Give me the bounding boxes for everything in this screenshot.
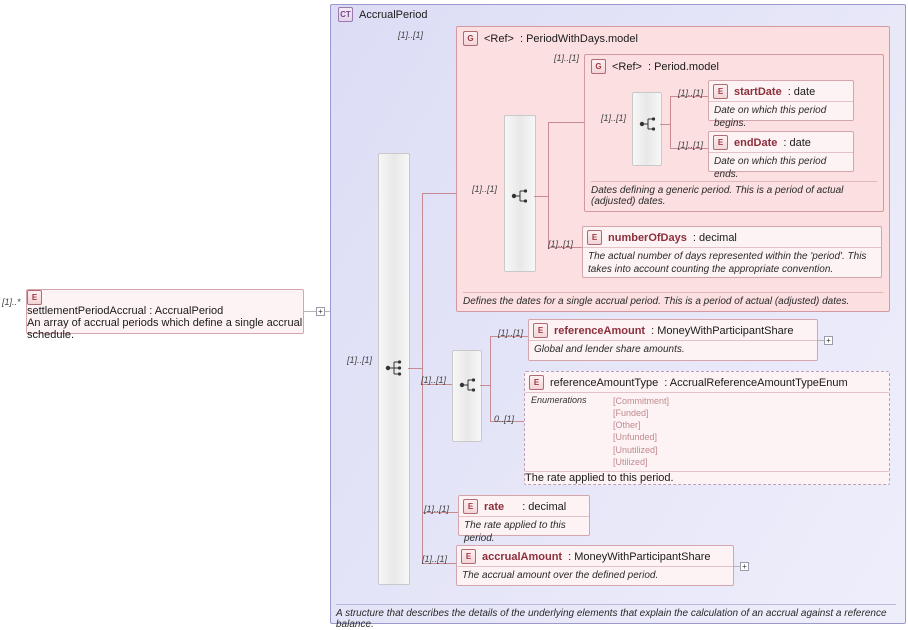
group-branch-stem (534, 196, 548, 197)
enumerations-label: Enumerations (531, 395, 587, 405)
rate-name: rate (484, 500, 505, 513)
group-periodwithdays-ref: <Ref> (484, 32, 514, 45)
referenceamounttype-doc: The rate applied to this period. (525, 471, 674, 484)
accrualamount-doc: The accrual amount over the defined period. (462, 570, 659, 581)
inner-branch-stem (480, 385, 490, 386)
root-element-doc: An array of accrual periods which define a single accrual schedule. (27, 317, 303, 341)
rate-doc: The rate applied to this period. (464, 520, 566, 544)
element-numberofdays[interactable] (582, 226, 882, 278)
rate-type: : decimal (522, 500, 567, 513)
group-periodwithdays-occurrence: [1]..[1] (398, 30, 424, 40)
root-occurrence: [1]..* (2, 297, 21, 307)
rate-occurrence: [1]..[1] (424, 504, 450, 514)
group-periodwithdays-title: : PeriodWithDays.model (519, 32, 638, 45)
container-header (338, 7, 427, 22)
startdate-occurrence: [1]..[1] (678, 88, 704, 98)
referenceamount-doc: Global and lender share amounts. (534, 344, 685, 355)
root-expander[interactable]: + (316, 307, 325, 316)
rate-header (459, 496, 589, 516)
referenceamount-header (529, 320, 817, 340)
element-icon: E (533, 323, 548, 338)
element-rate[interactable] (458, 495, 590, 544)
numberofdays-doc: The actual number of days represented within the 'period'. This takes into account counting the appropriate convention. (588, 251, 867, 275)
element-icon: E (27, 290, 42, 305)
element-icon: E (713, 135, 728, 150)
accrualamount-expander[interactable]: + (740, 562, 749, 571)
startdate-name: startDate (734, 85, 782, 98)
group-period-occurrence: [1]..[1] (554, 53, 580, 63)
root-element-type: : AccrualPeriod (149, 305, 224, 317)
element-accrualamount[interactable] (456, 545, 734, 586)
element-referenceamount[interactable] (528, 319, 818, 361)
element-icon: E (713, 84, 728, 99)
enum-value: [Unutilized] (613, 444, 658, 455)
enum-value: [Funded] (613, 408, 649, 419)
startdate-type: : date (787, 85, 816, 98)
main-branch-stem (408, 368, 422, 369)
referenceamount-expander[interactable]: + (824, 336, 833, 345)
referenceamounttype-name: referenceAmountType (550, 376, 659, 389)
numberofdays-type: : decimal (692, 231, 737, 244)
group-sequence-node-icon (510, 186, 532, 206)
root-element-settlementPeriodAccrual[interactable] (26, 289, 304, 341)
element-icon: E (529, 375, 544, 390)
group-periodwithdays-doc: Defines the dates for a single accrual period. This is a period of actual (adjusted) dates. (463, 292, 883, 307)
enddate-occurrence: [1]..[1] (678, 140, 704, 150)
root-element-header (27, 290, 303, 317)
branch-to-group (422, 193, 458, 194)
referenceamounttype-enumerations (525, 393, 889, 468)
inner-sequence-bar (452, 350, 482, 442)
period-sequence-node-icon (638, 114, 660, 134)
period-branch-stem (660, 124, 670, 125)
main-sequence-occurrence: [1]..[1] (347, 355, 373, 365)
period-branch-spine (670, 96, 671, 148)
startdate-header (709, 81, 853, 101)
enddate-header (709, 132, 853, 152)
startdate-doc: Date on which this period begins. (714, 105, 827, 129)
group-icon: G (591, 59, 606, 74)
element-icon: E (461, 549, 476, 564)
accrualamount-header (457, 546, 733, 566)
container-title: AccrualPeriod (359, 8, 428, 21)
accrualamount-type: : MoneyWithParticipantShare (568, 550, 711, 563)
referenceamount-name: referenceAmount (554, 324, 646, 337)
enumerations-values (613, 395, 669, 468)
root-element-name: settlementPeriodAccrual (27, 305, 147, 317)
element-startdate[interactable] (708, 80, 854, 129)
group-sequence-occurrence: [1]..[1] (472, 184, 498, 194)
accrualamount-occurrence: [1]..[1] (422, 554, 448, 564)
enddate-name: endDate (734, 136, 778, 149)
enum-value: [Other] (613, 420, 641, 431)
group-periodwithdays-header (457, 27, 889, 50)
period-sequence-occurrence: [1]..[1] (601, 113, 627, 123)
referenceamounttype-type: : AccrualReferenceAmountTypeEnum (664, 376, 848, 389)
element-referenceamounttype[interactable] (524, 371, 890, 485)
referenceamount-type: : MoneyWithParticipantShare (651, 324, 794, 337)
group-icon: G (463, 31, 478, 46)
group-period-header (585, 55, 883, 78)
referenceamount-occurrence: [1]..[1] (498, 328, 524, 338)
inner-sequence-occurrence: [1]..[1] (421, 375, 447, 385)
numberofdays-occurrence: [1]..[1] (548, 239, 574, 249)
inner-branch-spine (490, 336, 491, 421)
container-doc: A structure that describes the details of the underlying elements that explain the calculation of an accrual against a reference balance. (336, 604, 896, 630)
connector-root (304, 311, 316, 312)
group-branch-spine (548, 122, 549, 247)
enum-value: [Unfunded] (613, 432, 658, 443)
referenceamounttype-header (525, 372, 889, 392)
inner-sequence-node-icon (458, 375, 480, 395)
enddate-doc: Date on which this period ends. (714, 156, 827, 180)
enum-value: [Utilized] (613, 456, 648, 467)
branch-to-period-group (548, 122, 584, 123)
referenceamounttype-occurrence: 0..[1] (494, 414, 515, 424)
accrualamount-name: accrualAmount (482, 550, 563, 563)
element-enddate[interactable] (708, 131, 854, 180)
complextype-icon: CT (338, 7, 353, 22)
element-icon: E (587, 230, 602, 245)
sequence-node-icon (384, 358, 406, 378)
enddate-type: : date (783, 136, 811, 149)
numberofdays-header (583, 227, 881, 247)
group-period-title: : Period.model (647, 60, 719, 73)
group-period-ref: <Ref> (612, 60, 642, 73)
numberofdays-name: numberOfDays (608, 231, 687, 244)
element-icon: E (463, 499, 478, 514)
group-period-doc: Dates defining a generic period. This is a period of actual (adjusted) dates. (591, 181, 877, 207)
enum-value: [Commitment] (613, 396, 670, 406)
